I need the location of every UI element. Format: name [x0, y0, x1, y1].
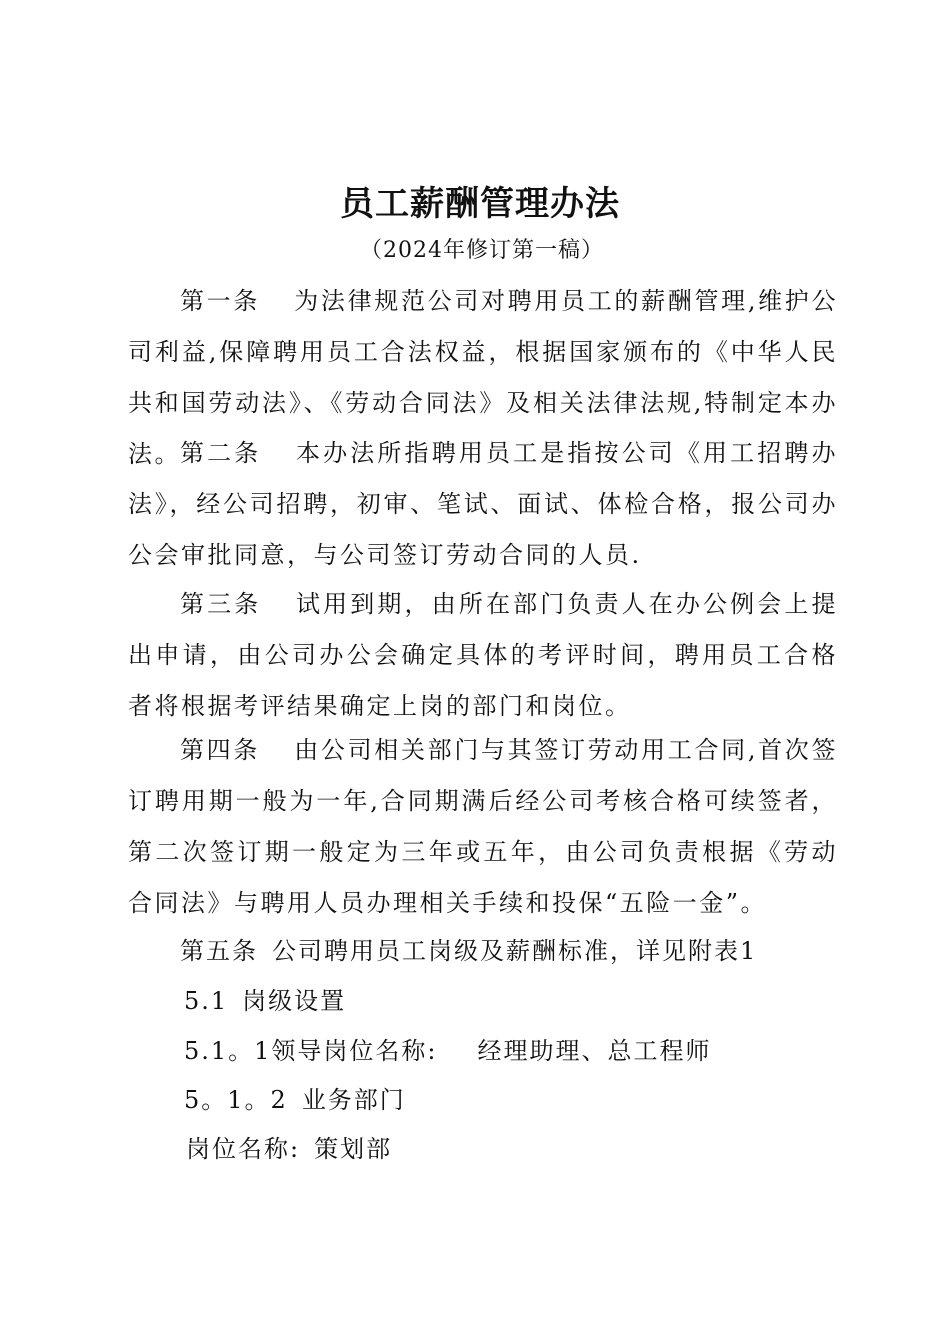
position-value: 策划部	[314, 1135, 393, 1163]
document-title: 员工薪酬管理办法	[340, 184, 620, 224]
article-text: 为法律规范公司对聘用员工的薪酬管理,维护公司利益,保障聘用员工合法权益，根据国家颁布的《中华人民共和国劳动法》、《劳动合同法》及相关法律法规,特制定本办法。	[128, 287, 838, 468]
section-number: 5.1	[184, 987, 229, 1015]
article-heading: 第四条	[180, 736, 261, 764]
position-line	[186, 1129, 392, 1169]
article-text: 试用到期，由所在部门负责人在办公例会上提出申请，由公司办公会确定具体的考评时间，聘用员工合格者将根据考评结果确定上岗的部门和岗位。	[128, 590, 839, 720]
article-heading: 第三条	[180, 590, 262, 618]
article-text: 由公司相关部门与其签订劳动用工合同,首次签订聘用期一般为一年,合同期满后经公司考核合格可续签者，第二次签订期一般定为三年或五年，由公司负责根据《劳动合同法》与聘用人员办理相关手续和投保“五险一金”。	[128, 736, 838, 917]
article-heading: 第五条	[180, 937, 258, 965]
position-label: 岗位名称:	[186, 1135, 301, 1163]
article-4	[128, 725, 838, 929]
section-text: 业务部门	[301, 1086, 406, 1114]
section-number: 5。1。2	[184, 1086, 288, 1114]
section-5-1-2	[184, 1080, 406, 1120]
article-text: 本办法所指聘用员工是指按公司《用工招聘办法》，经公司招聘，初审、笔试、面试、体检合格，报公司办公会审批同意，与公司签订劳动合同的人员.	[128, 439, 839, 569]
section-text: 岗级设置	[242, 987, 347, 1015]
article-2	[128, 428, 838, 581]
section-value: 经理助理、总工程师	[477, 1037, 712, 1065]
article-3	[128, 579, 838, 732]
section-label: 5.1。1领导岗位名称:	[184, 1037, 438, 1065]
section-5-1	[184, 981, 346, 1021]
section-5-1-1	[184, 1031, 712, 1071]
article-heading: 第一条	[180, 287, 261, 315]
article-5	[180, 931, 757, 971]
article-text: 公司聘用员工岗级及薪酬标准，详见附表1	[272, 937, 758, 965]
article-heading: 第二条	[180, 439, 262, 467]
document-subtitle: （2024年修订第一稿）	[360, 238, 604, 263]
